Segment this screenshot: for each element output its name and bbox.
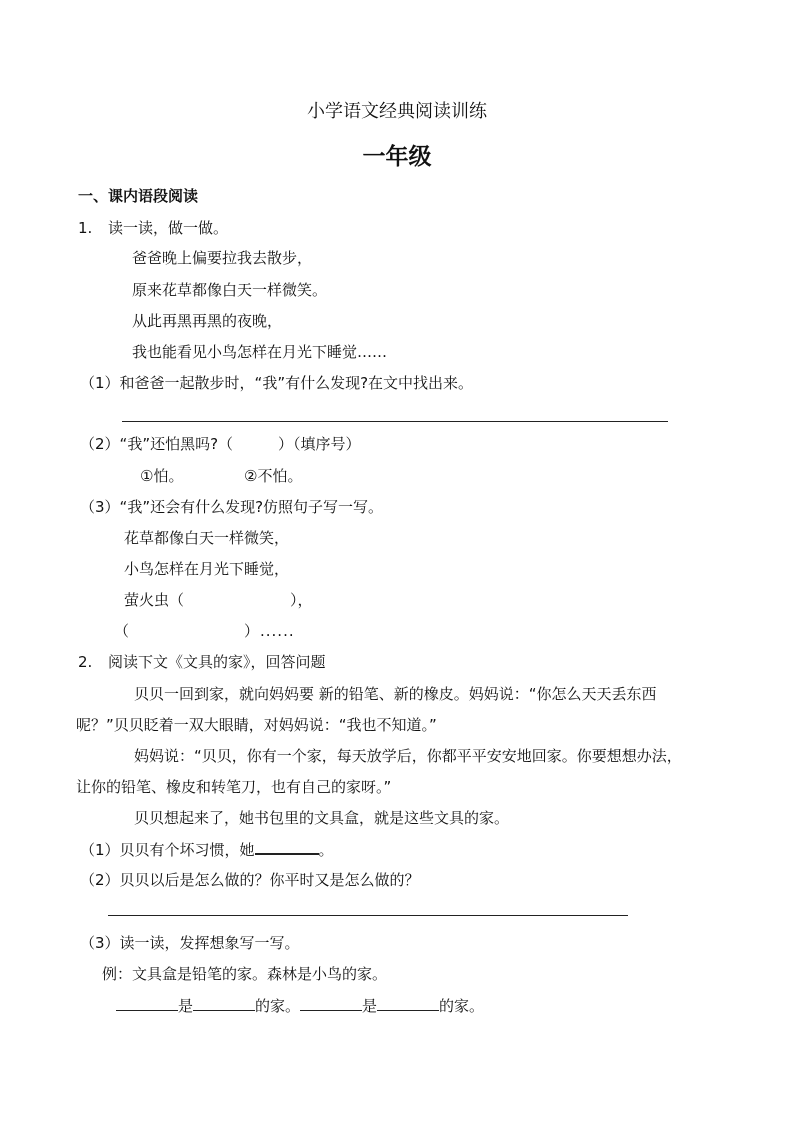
option-2[interactable]: ②不怕。 xyxy=(244,467,303,485)
passage-para-2-line-1: 妈妈说：“贝贝，你有一个家，每天放学后，你都平平安安地回家。你要想想办法， xyxy=(134,747,682,765)
fill-home-2: 的家。 xyxy=(439,997,485,1015)
sub3-line-4-end: ）...... xyxy=(244,622,295,640)
q2-sub1-end: 。 xyxy=(318,841,334,859)
q2-sub1-text: （1）贝贝有个坏习惯，她 xyxy=(80,841,255,859)
example-line: 例：文具盒是铅笔的家。森林是小鸟的家。 xyxy=(102,965,388,983)
passage-para-1-line-1: 贝贝一回到家，就向妈妈要 新的铅笔、新的橡皮。妈妈说：“你怎么天天丢东西 xyxy=(134,685,657,703)
q2-sub1-blank[interactable] xyxy=(255,839,319,855)
fill-blank-1[interactable] xyxy=(116,996,178,1011)
question-2-number: 2. xyxy=(78,653,93,671)
q2-sub3: （3）读一读，发挥想象写一写。 xyxy=(80,934,300,952)
fill-is-1: 是 xyxy=(178,997,194,1015)
fill-is-2: 是 xyxy=(362,997,378,1015)
question-2-prompt: 阅读下文《文具的家》，回答问题 xyxy=(108,653,326,671)
grade-heading: 一年级 xyxy=(362,144,432,170)
sub3-line-4-start: （ xyxy=(114,622,130,640)
sub3-line-2: 小鸟怎样在月光下睡觉， xyxy=(124,560,290,578)
answer-line-q1-sub1[interactable] xyxy=(122,421,668,422)
question-1-number: 1. xyxy=(78,219,93,237)
poem-line-1: 爸爸晚上偏要拉我去散步， xyxy=(132,249,313,267)
q1-sub2: （2）“我”还怕黑吗?（ ）（填序号） xyxy=(80,435,361,453)
section-heading: 一、课内语段阅读 xyxy=(78,187,199,205)
fill-blank-4[interactable] xyxy=(377,996,439,1011)
passage-para-3: 贝贝想起来了，她书包里的文具盒，就是这些文具的家。 xyxy=(134,809,510,827)
fill-in-row xyxy=(116,996,484,1016)
document-title: 小学语文经典阅读训练 xyxy=(307,101,487,122)
poem-line-3: 从此再黑再黑的夜晚， xyxy=(132,312,283,330)
option-1[interactable]: ①怕。 xyxy=(140,467,184,485)
q2-sub1 xyxy=(80,839,334,860)
question-1-prompt: 读一读，做一做。 xyxy=(108,219,229,237)
poem-line-4: 我也能看见小鸟怎样在月光下睡觉…… xyxy=(132,343,388,361)
passage-para-2-line-2: 让你的铅笔、橡皮和转笔刀，也有自己的家呀。” xyxy=(76,778,392,796)
passage-para-1-line-2: 呢？”贝贝眨着一双大眼睛，对妈妈说：“我也不知道。” xyxy=(76,716,437,734)
fill-home-1: 的家。 xyxy=(255,997,301,1015)
sub3-line-1: 花草都像白天一样微笑， xyxy=(124,529,290,547)
q1-sub1: （1）和爸爸一起散步时，“我”有什么发现?在文中找出来。 xyxy=(80,374,474,392)
q1-sub3: （3）“我”还会有什么发现?仿照句子写一写。 xyxy=(80,498,384,516)
answer-line-q2-sub2[interactable] xyxy=(108,915,628,916)
sub3-line-3-start: 萤火虫（ xyxy=(124,591,185,609)
sub3-line-3-end: ）， xyxy=(290,591,313,609)
fill-blank-2[interactable] xyxy=(193,996,255,1011)
poem-line-2: 原来花草都像白天一样微笑。 xyxy=(132,281,328,299)
q2-sub2: （2）贝贝以后是怎么做的？你平时又是怎么做的？ xyxy=(80,871,420,889)
fill-blank-3[interactable] xyxy=(300,996,362,1011)
